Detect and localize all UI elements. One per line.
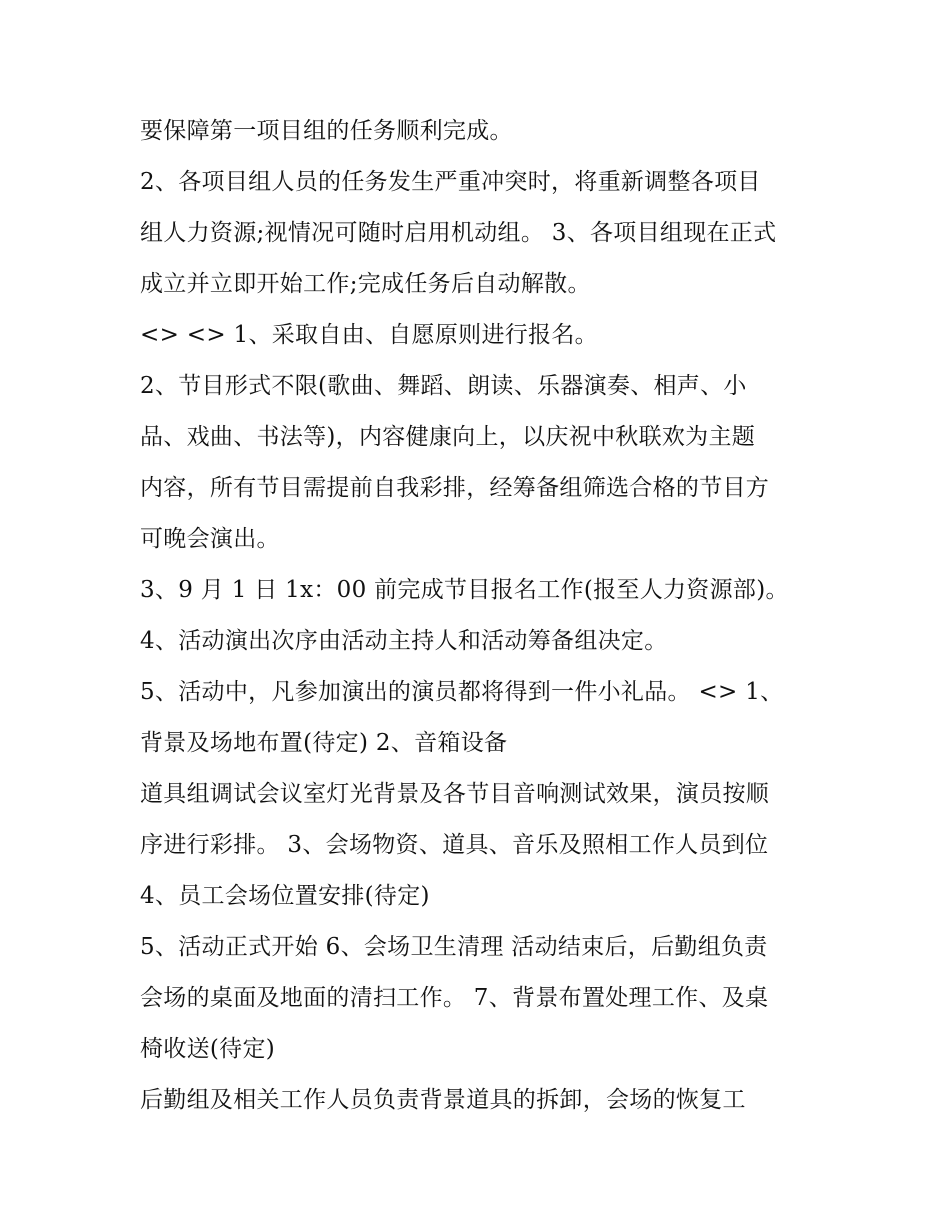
text-line: 后勤组及相关工作人员负责背景道具的拆卸，会场的恢复工	[140, 1087, 746, 1113]
text-line: 背景及场地布置(待定) 2、音箱设备	[140, 730, 508, 756]
document-body	[140, 106, 820, 1126]
text-line: 2、各项目组人员的任务发生严重冲突时，将重新调整各项目	[140, 169, 761, 195]
text-line: 成立并立即开始工作;完成任务后自动解散。	[140, 271, 591, 297]
text-line: 5、活动正式开始 6、会场卫生清理 活动结束后，后勤组负责	[140, 934, 768, 960]
text-line: 4、活动演出次序由活动主持人和活动筹备组决定。	[140, 628, 668, 654]
text-line: 道具组调试会议室灯光背景及各节目音响测试效果，演员按顺	[140, 781, 770, 807]
text-line: 组人力资源;视情况可随时启用机动组。 3、各项目组现在正式	[140, 220, 777, 246]
text-line: 会场的桌面及地面的清扫工作。 7、背景布置处理工作、及桌	[140, 985, 769, 1011]
text-line: 5、活动中，凡参加演出的演员都将得到一件小礼品。 <> 1、	[140, 679, 784, 705]
text-line: 2、节目形式不限(歌曲、舞蹈、朗读、乐器演奏、相声、小	[140, 373, 747, 399]
text-line: 要保障第一项目组的任务顺利完成。	[140, 118, 513, 144]
text-line: 3、9 月 1 日 1x：00 前完成节目报名工作(报至人力资源部)。	[140, 577, 789, 603]
text-line: 可晚会演出。	[140, 526, 280, 552]
text-line: 序进行彩排。 3、会场物资、道具、音乐及照相工作人员到位	[140, 832, 769, 858]
text-line: 品、戏曲、书法等)，内容健康向上，以庆祝中秋联欢为主题	[140, 424, 756, 450]
text-line: 椅收送(待定)	[140, 1036, 276, 1062]
text-line: <> <> 1、采取自由、自愿原则进行报名。	[140, 322, 598, 348]
text-line: 内容，所有节目需提前自我彩排，经筹备组筛选合格的节目方	[140, 475, 770, 501]
text-line: 4、员工会场位置安排(待定)	[140, 883, 430, 909]
